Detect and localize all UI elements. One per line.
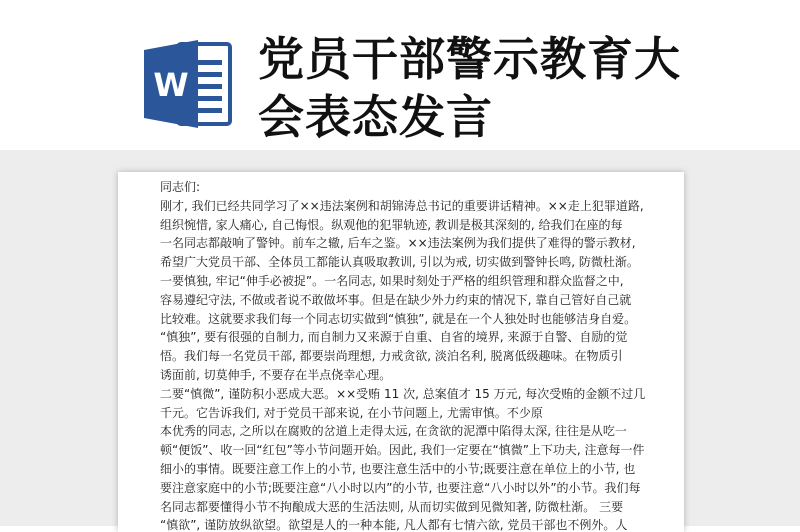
document-line: 顿“便饭”、收一回“红包”等小节问题开始。因此, 我们一定要在“慎微”上下功夫, 注意每一件 xyxy=(160,443,645,458)
document-line: 悟。我们每一名党员干部, 都要崇尚理想, 力戒贪欲, 淡泊名利, 脱离低级趣味。在物质引 xyxy=(160,349,623,364)
document-line: 同志们: xyxy=(160,180,201,194)
document-line: 一名同志都敲响了警钟。前车之辙, 后车之鉴。××违法案例为我们提供了难得的警示教材, xyxy=(160,236,636,251)
word-icon-letter: W xyxy=(153,66,189,104)
page-title xyxy=(258,30,778,146)
document-body xyxy=(160,178,646,532)
document-line: 二要“慎微”, 谨防积小恶成大恶。××受贿 11 次, 总案值才 15 万元, 每次受贿的金额不过几 xyxy=(160,386,646,401)
document-page xyxy=(118,172,684,532)
document-line: “慎独”, 要有很强的自制力, 而自制力又来源于自重、自省的境界, 来源于自警、自励的觉 xyxy=(160,330,628,345)
word-document-icon xyxy=(140,36,236,132)
document-line: 比较难。这就要求我们每一个同志切实做到“慎独”, 就是在一个人独处时也能够洁身自爱。 xyxy=(160,311,637,326)
document-line: 本优秀的同志, 之所以在腐败的岔道上走得太远, 在贪欲的泥潭中陷得太深, 往往是从吃一 xyxy=(160,424,627,439)
document-line: 组织惋惜, 家人痛心, 自己悔恨。纵观他的犯罪轨迹, 教训是极其深刻的, 给我们在座的每 xyxy=(160,217,623,232)
document-line: 千元。它告诉我们, 对于党员干部来说, 在小节问题上, 尤需审慎。不少原 xyxy=(160,405,543,420)
header-banner xyxy=(0,0,800,150)
title-line-1: 党员干部警示教育大 xyxy=(258,32,681,86)
document-line: 诱面前, 切莫伸手, 不要存在半点侥幸心理。 xyxy=(160,367,392,382)
document-line: 细小的事情。既要注意工作上的小节, 也要注意生活中的小节;既要注意在单位上的小节, 也 xyxy=(160,461,636,476)
document-line: 刚才, 我们已经共同学习了××违法案例和胡锦涛总书记的重要讲话精神。××走上犯罪道路, xyxy=(160,198,644,213)
document-line: “慎欲”, 谨防放纵欲望。欲望是人的一种本能, 凡人都有七情六欲, 党员干部也不例外。人 xyxy=(160,518,628,532)
document-line: 容易遵纪守法, 不做或者说不敢做坏事。但是在缺少外力约束的情况下, 靠自己管好自己就 xyxy=(160,292,632,307)
title-line-2: 会表态发言 xyxy=(258,90,493,144)
document-line: 一要慎独, 牢记“伸手必被捉”。一名同志, 如果时刻处于严格的组织管理和群众监督之中, xyxy=(160,273,624,288)
document-line: 名同志都要懂得小节不拘酿成大恶的生活法则, 从而切实做到见微知著, 防微杜渐。 三要 xyxy=(160,499,624,514)
document-line: 希望广大党员干部、全体员工都能认真吸取教训, 引以为戒, 切实做到警钟长鸣, 防微杜渐。 xyxy=(160,255,639,270)
document-line: 要注意家庭中的小节;既要注意“八小时以内”的小节, 也要注意“八小时以外”的小节。我们每 xyxy=(160,480,641,495)
